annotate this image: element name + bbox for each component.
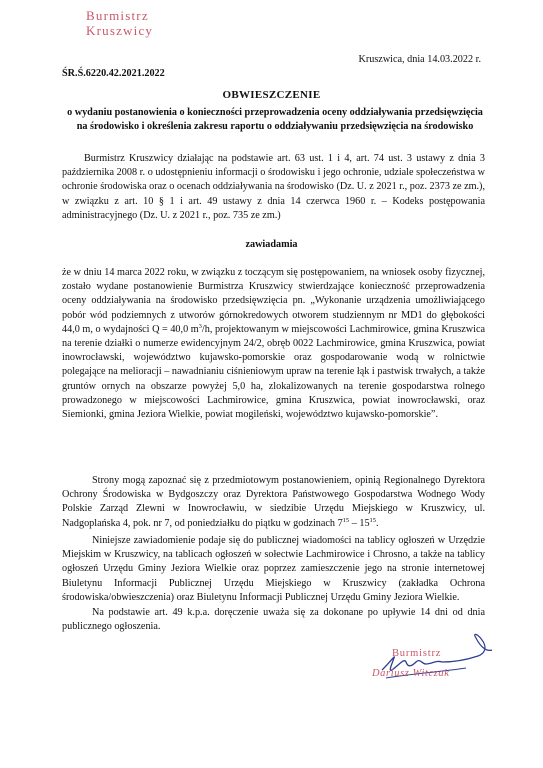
hours-superscript-start: 15 <box>342 516 350 524</box>
paragraph-access-part-b: – 15 <box>349 517 370 529</box>
signature-stroke-tail <box>442 634 492 662</box>
paragraph-decision-part-b: /h, projektowanym w miejscowości Lachmirowice, gmina Kruszwica na terenie działki o numerze ewidencyjnym 24/2, obręb 0022 Lachmirowice, gmina Kruszwica, powiat inowrocławski, województwo kujawsko-pomorskie oraz gospodarowanie wodą w rolnictwie polegające na melioracji – nawadnianiu ciśnieniowym upraw na terenie łąk i pastwisk trwałych, a także gruntów ornych na obszarze powyżej 5,0 ha, zlokalizowanych na terenie gospodarstwa rolnego prowadzonego w miejscowości Lachmirowice, gmina Kruszwica, powiat inowrocławski, oraz Siemionki, gmina Jeziora Wielkie, powiat mogileński, województwo kujawsko-pomorskie”. <box>62 323 485 421</box>
signature-stamp-title: Burmistrz <box>392 648 442 659</box>
hours-superscript-end: 15 <box>369 516 377 524</box>
reference-number: ŚR.Ś.6220.42.2021.2022 <box>62 68 165 79</box>
header-stamp <box>86 8 153 38</box>
stamp-line-2: Kruszwicy <box>86 23 154 38</box>
stamp-line-1: Burmistrz <box>86 8 149 23</box>
intro-paragraph: Burmistrz Kruszwicy działając na podstawie art. 63 ust. 1 i 4, art. 74 ust. 3 ustawy z dnia 3 października 2008 r. o udostępnieniu informacji o środowisku i jego ochronie, udziale społeczeństwa w ochronie środowiska oraz o ocenach oddziaływania na środowisko (Dz. U. z 2021 r., poz. 2373 ze zm.), w związku z art. 10 § 1 i art. 49 ustawy z dnia 14 czerwca 1960 r. – Kodeks postępowania administracyjnego (Dz. U. z 2021 r., poz. 735 ze zm.) <box>62 153 485 221</box>
paragraph-decision <box>62 266 485 422</box>
section-heading: zawiadamia <box>245 239 298 250</box>
document-subtitle: o wydaniu postanowienia o konieczności przeprowadzenia oceny oddziaływania przedsięwzięcia na środowisko i określenia zakresu raportu o oddziaływaniu przedsięwzięcia na środowisko <box>67 107 483 132</box>
place-date: Kruszwica, dnia 14.03.2022 r. <box>358 54 481 65</box>
paragraph-decision-part-a: że w dniu 14 marca 2022 roku, w związku z toczącym się postępowaniem, na wniosek osoby fizycznej, zostało wydane postanowienie Burmistrza Kruszwicy stwierdzające konieczność przeprowadzenia oceny oddziaływania na środowisko przedsięwzięcia pn. „Wykonanie urządzenia umożliwiającego pobór wód podziemnych z utworów górnokredowych otworem studziennym nr MD1 do głębokości 44,0 m, o wydajności Q = 40,0 m <box>62 267 485 335</box>
paragraph-delivery: Na podstawie art. 49 k.p.a. doręczenie uważa się za dokonane po upływie 14 dni od dnia publicznego ogłoszenia. <box>62 607 485 633</box>
paragraph-access <box>62 474 485 531</box>
signature-stamp-name: Dariusz Witczak <box>372 668 450 679</box>
paragraph-access-part-a: Strony mogą zapoznać się z przedmiotowym postanowieniem, opinią Regionalnego Dyrektora Ochrony Środowiska w Bydgoszczy oraz Dyrektora Państwowego Gospodarstwa Wodnego Wody Polskie Zarząd Zlewni w Inowrocławiu, w siedzibie Urzędu Miejskiego w Kruszwicy, ul. Nadgoplańska 4, pok. nr 7, od poniedziałku do piątku w godzinach 7 <box>62 475 485 529</box>
document-title: OBWIESZCZENIE <box>222 89 321 101</box>
paragraph-publication: Niniejsze zawiadomienie podaje się do publicznej wiadomości na tablicy ogłoszeń w Urzędzie Miejskim w Kruszwicy, na tablicach ogłoszeń w sołectwie Lachmirowice i Chrosno, a także na tablicy ogłoszeń Urzędu Gminy Jeziora Wielkie oraz poprzez zamieszczenie jego na stronie internetowej Biuletynu Informacji Publicznej Urzędu Miejskiego w Kruszwicy (zakładka Ochrona środowiska/obwieszczenia) oraz Biuletynu Informacji Publicznej Urzędu Gminy Jeziora Wielkie. <box>62 535 485 603</box>
paragraph-access-part-c: . <box>376 517 379 529</box>
unit-superscript: 3 <box>198 322 202 330</box>
